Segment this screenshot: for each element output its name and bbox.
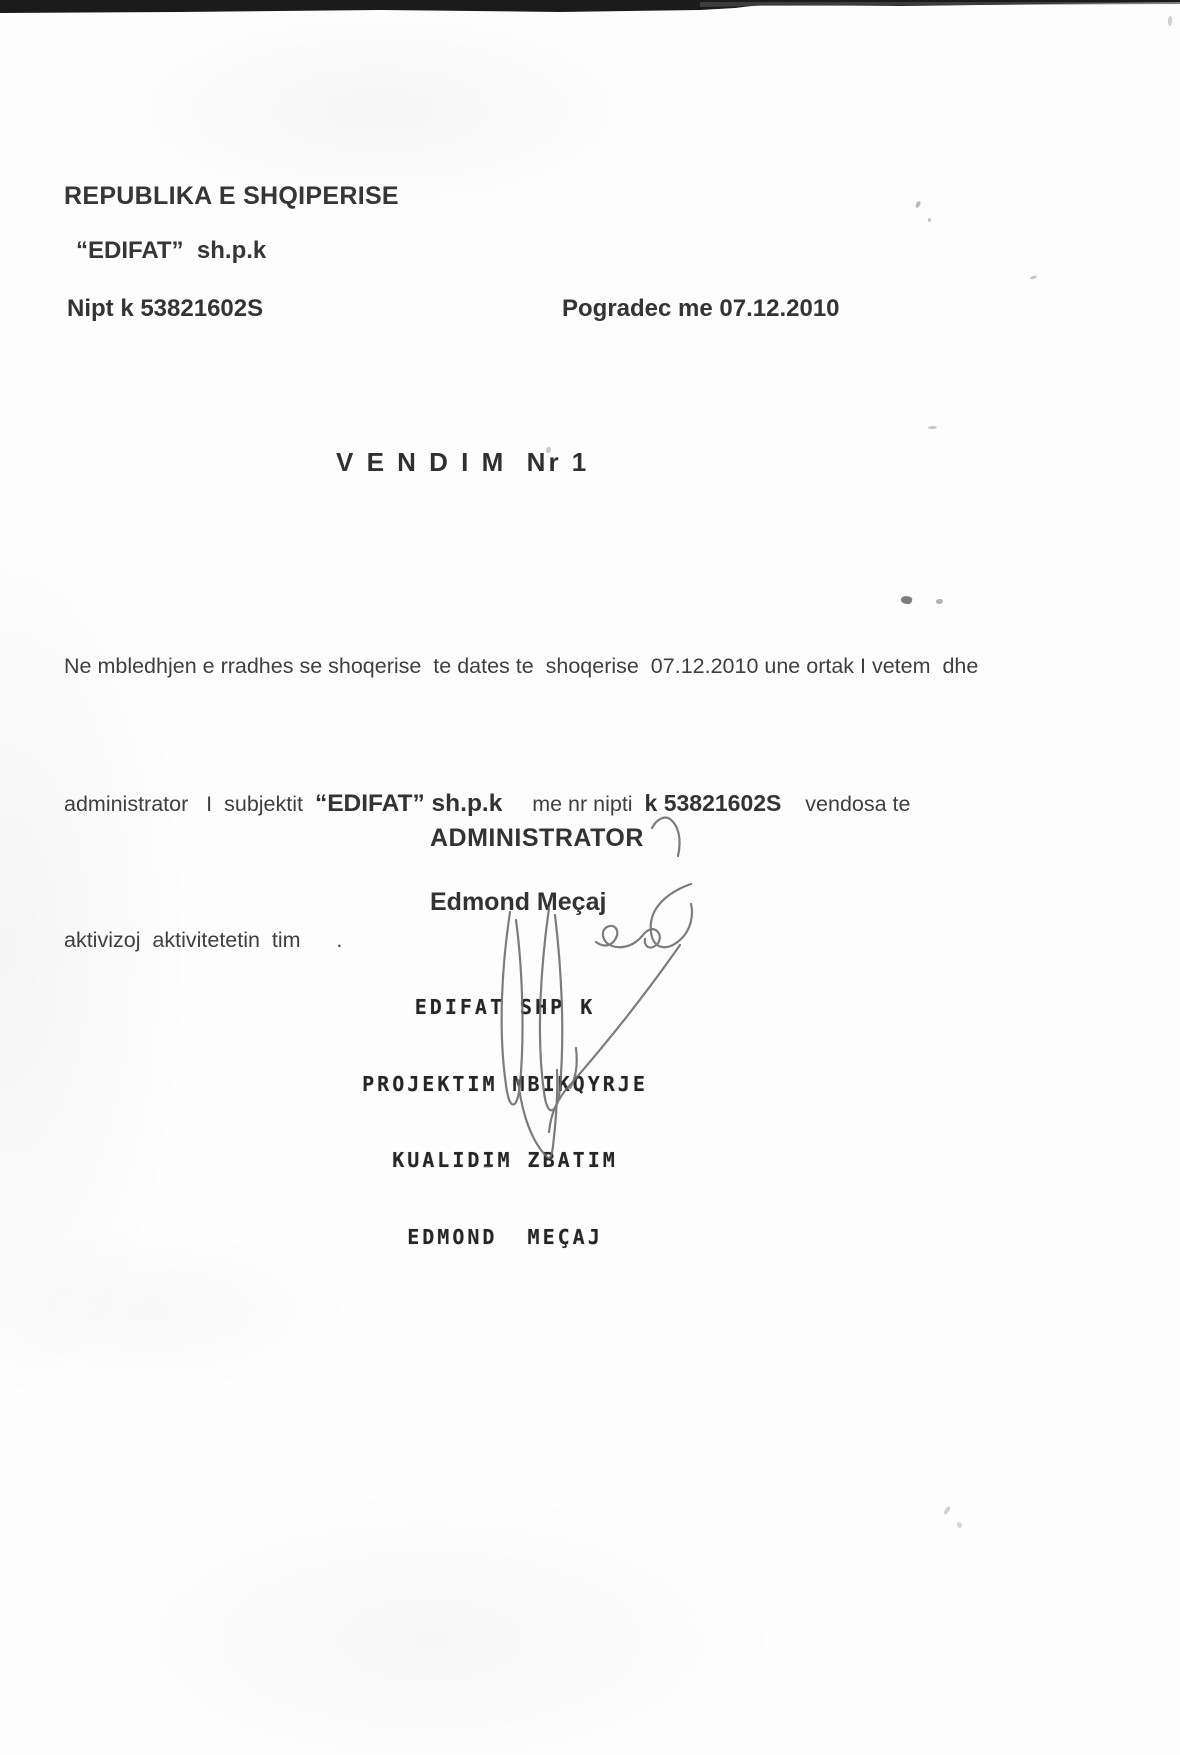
stamp-line-1: EDIFAT SHP K <box>414 995 596 1019</box>
scan-speck <box>1030 275 1038 280</box>
signature <box>400 780 720 1180</box>
company-name-heading: “EDIFAT” sh.p.k <box>76 237 267 264</box>
body-nipt-bold: k 53821602S <box>644 789 782 816</box>
body-company-bold: “EDIFAT” sh.p.k <box>314 789 503 817</box>
scan-speck <box>1168 16 1172 26</box>
stamp-line-4: EDMOND MEÇAJ <box>407 1224 603 1249</box>
scan-speck <box>915 200 922 208</box>
body-line-1: Ne mbledhjen e rradhes se shoqerise te dates te shoqerise 07.12.2010 une ortak I vetem dhe <box>64 654 979 678</box>
nipt-line: Nipt k 53821602S <box>67 295 264 322</box>
body-line2-mid: me nr nipti <box>502 791 645 816</box>
decision-title: V E N D I M Nr 1 <box>336 447 590 477</box>
place-date-line: Pogradec me 07.12.2010 <box>562 295 840 322</box>
scan-speck <box>928 426 937 429</box>
scan-speck <box>943 1506 951 1516</box>
body-line2-pre: administrator I subjektit <box>64 791 315 816</box>
signatory-name: Edmond Meçaj <box>430 888 607 916</box>
administrator-heading: ADMINISTRATOR <box>430 824 644 852</box>
stamp-line-3: KUALIDIM ZBATIM <box>392 1148 618 1172</box>
scan-edge-artifact <box>0 0 1180 16</box>
body-line-3: aktivizoj aktivitetetin tim . <box>64 928 343 952</box>
scan-speck <box>956 1521 963 1528</box>
body-line2-post: vendosa te <box>781 791 911 816</box>
stamp-line-2: PROJEKTIM MBIKQYRJE <box>362 1071 648 1096</box>
republic-heading: REPUBLIKA E SHQIPERISE <box>64 182 399 210</box>
scan-speck <box>928 218 931 222</box>
